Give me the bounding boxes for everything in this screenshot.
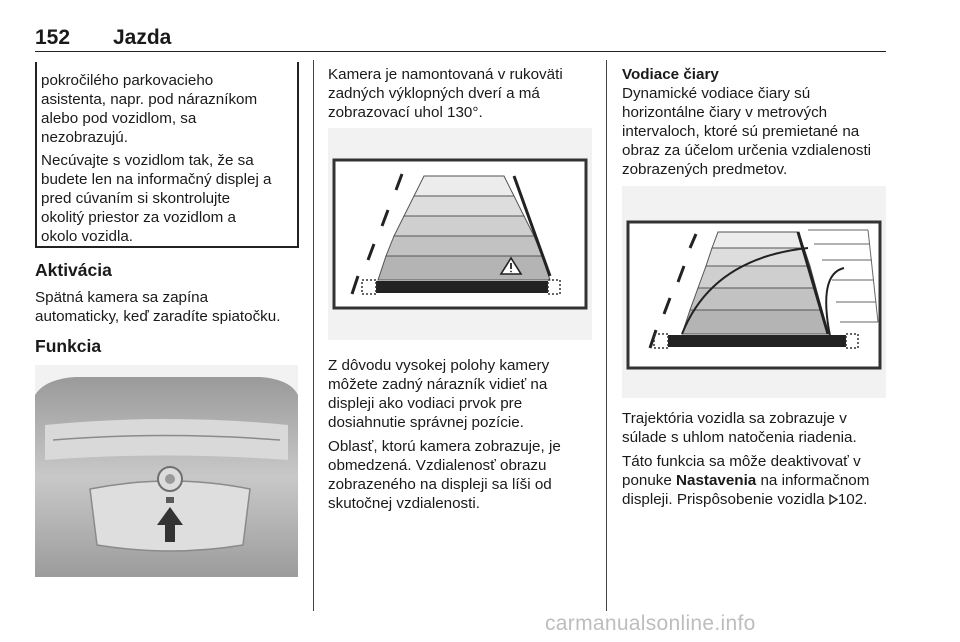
warning-box xyxy=(35,62,299,248)
guide-line: zobrazených predmetov. xyxy=(622,161,788,178)
section-title: Jazda xyxy=(113,26,172,49)
warning-line: okolitý priestor za vozidlom a xyxy=(41,209,236,226)
warning-line: nezobrazujú. xyxy=(41,129,128,146)
trajectory-line: súlade s uhlom natočenia riadenia. xyxy=(622,429,857,446)
warning-line: asistenta, napr. pod nárazníkom xyxy=(41,91,258,108)
deactivate-line xyxy=(622,491,867,510)
deactivate-text: displeji. Prispôsobenie vozidla xyxy=(622,491,829,508)
guide-line: Dynamické vodiace čiary sú xyxy=(622,85,811,102)
watermark: carmanualsonline.info xyxy=(545,612,756,635)
intro-line: zadných výklopných dverí a má xyxy=(328,85,540,102)
column-divider xyxy=(606,60,607,611)
deactivate-line: Táto funkcia sa môže deaktivovať v xyxy=(622,453,861,470)
triangle-ref-icon xyxy=(829,494,838,505)
page-header xyxy=(35,26,886,52)
function-heading: Funkcia xyxy=(35,336,102,356)
paragraph-line: displeji ako vodiaci prvok pre xyxy=(328,395,523,412)
guide-heading: Vodiace čiary xyxy=(622,66,719,83)
guide-line: horizontálne čiary v metrových xyxy=(622,104,828,121)
paragraph-line: Oblasť, ktorú kamera zobrazuje, je xyxy=(328,438,561,455)
camera-display-figure xyxy=(328,128,592,340)
warning-line: budete len na informačný displej a xyxy=(41,171,272,188)
intro-line: Kamera je namontovaná v rukoväti xyxy=(328,66,563,83)
deactivate-text: na informačnom xyxy=(756,472,870,489)
paragraph-line: Z dôvodu vysokej polohy kamery xyxy=(328,357,550,374)
warning-line: pokročilého parkovacieho xyxy=(41,72,214,89)
settings-menu-name: Nastavenia xyxy=(676,472,757,489)
column-divider xyxy=(313,60,314,611)
warning-line: pred cúvaním si skontrolujte xyxy=(41,190,231,207)
guide-line: obraz za účelom určenia vzdialenosti xyxy=(622,142,872,159)
paragraph-line: dosiahnutie správnej pozície. xyxy=(328,414,524,431)
tailgate-camera-figure xyxy=(35,365,298,577)
guide-line: intervaloch, ktoré sú premietané na xyxy=(622,123,860,140)
activation-line: Spätná kamera sa zapína xyxy=(35,289,209,306)
deactivate-text: ponuke xyxy=(622,472,677,489)
deactivate-line xyxy=(622,472,869,491)
activation-heading: Aktivácia xyxy=(35,260,112,280)
trajectory-line: Trajektória vozidla sa zobrazuje v xyxy=(622,410,847,427)
warning-line: okolo vozidla. xyxy=(41,228,134,245)
paragraph-line: môžete zadný nárazník vidieť na xyxy=(328,376,548,393)
page-number: 152 xyxy=(35,26,71,49)
trajectory-display-figure xyxy=(622,186,886,398)
warning-line: alebo pod vozidlom, sa xyxy=(41,110,197,127)
paragraph-line: zobrazeného na displeji sa líši od xyxy=(328,476,552,493)
paragraph-line: skutočnej vzdialenosti. xyxy=(328,495,480,512)
warning-line: Necúvajte s vozidlom tak, že sa xyxy=(41,152,254,169)
paragraph-line: obmedzená. Vzdialenosť obrazu xyxy=(328,457,547,474)
intro-line: zobrazovací uhol 130°. xyxy=(328,104,483,121)
activation-line: automaticky, keď zaradíte spiatočku. xyxy=(35,308,281,325)
page-reference-link[interactable]: 102. xyxy=(837,491,868,508)
